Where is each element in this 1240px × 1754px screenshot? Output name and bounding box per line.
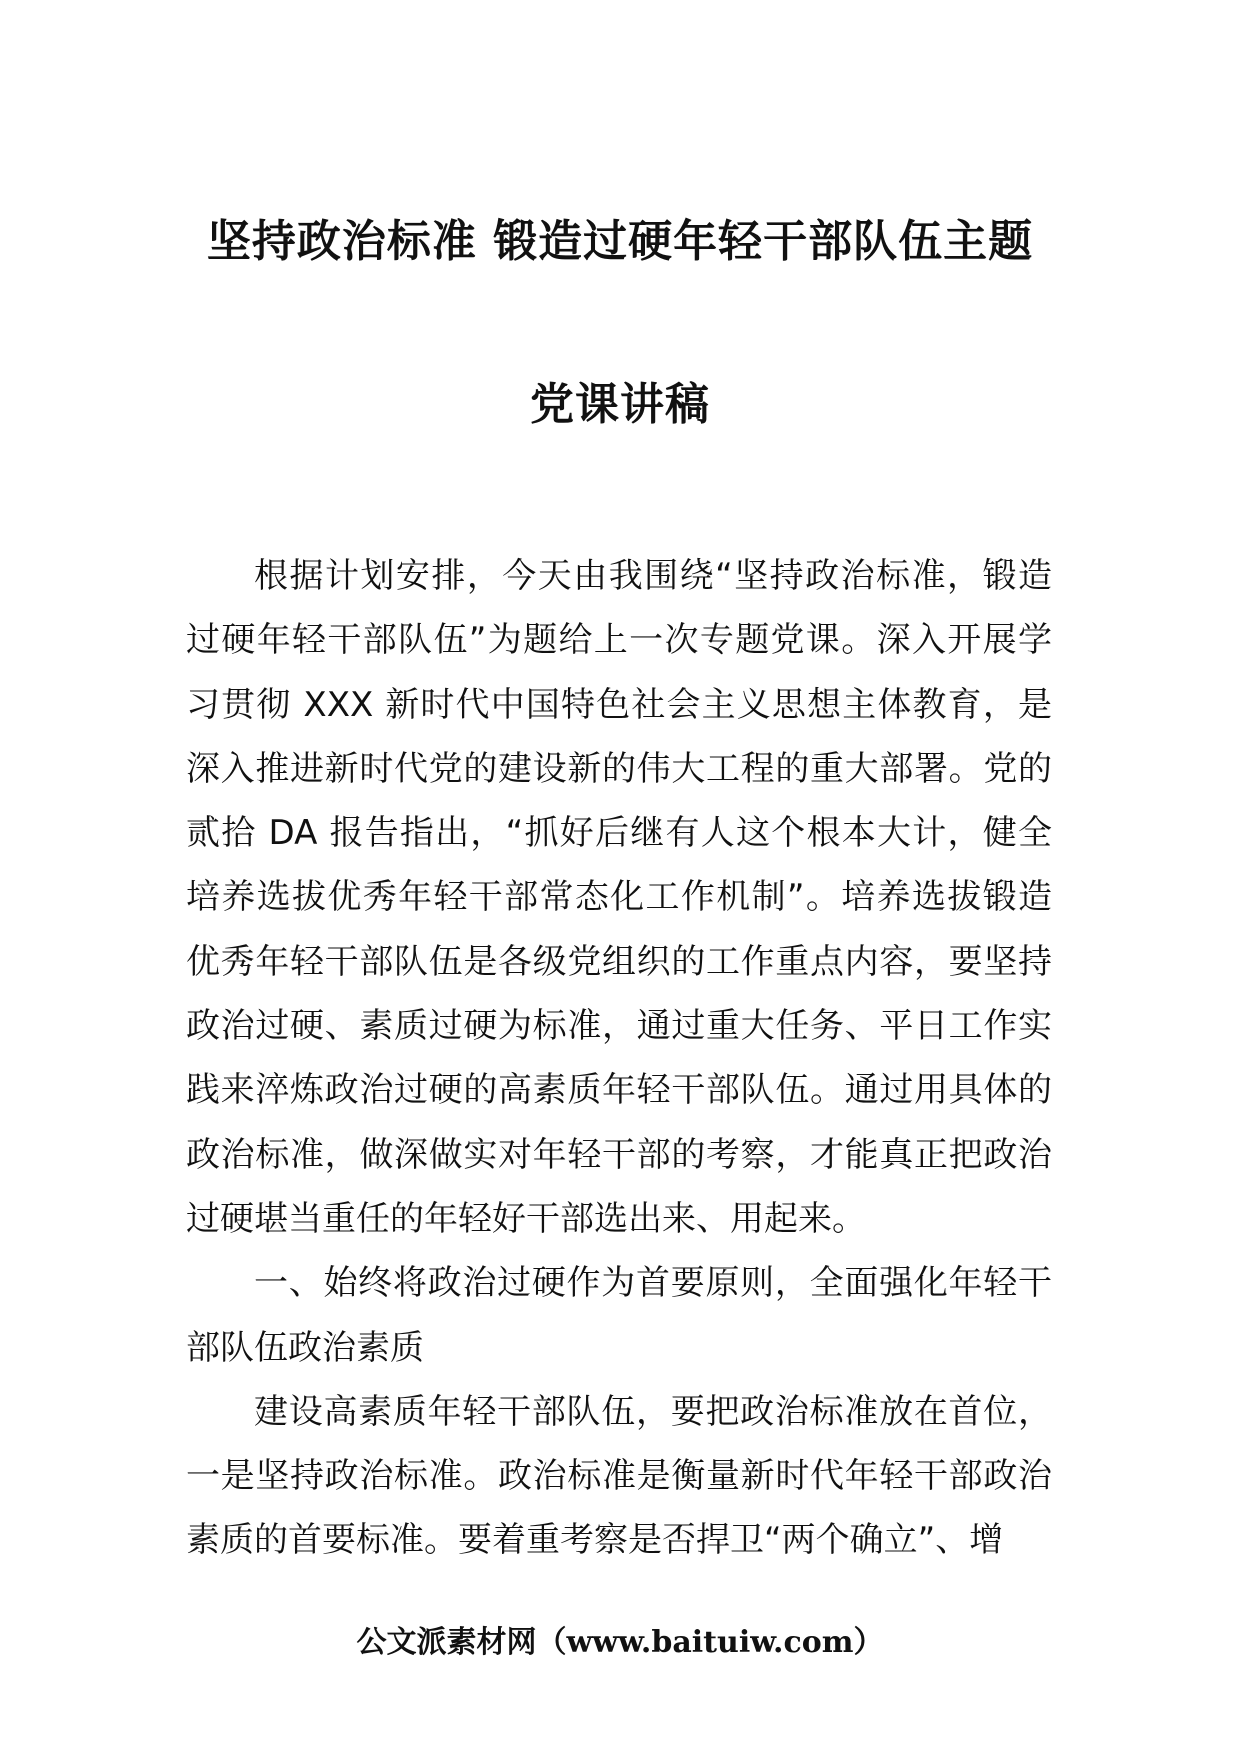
section-heading-1: 一、始终将政治过硬作为首要原则，全面强化年轻干部队伍政治素质 xyxy=(186,1263,1052,1368)
document-title-line-1: 坚持政治标准 锻造过硬年轻干部队伍主题 xyxy=(206,216,1034,267)
footer-watermark: 公文派素材网（www.baituiw.com） xyxy=(356,1625,884,1660)
body-paragraph-intro: 根据计划安排，今天由我围绕“坚持政治标准，锻造过硬年轻干部队伍”为题给上一次专题党课。深入开展学习贯彻 XXX 新时代中国特色社会主义思想主体教育，是深入推进新时代党的建设新的伟大工程的重大部署。党的贰拾 DA 报告指出，“抓好后继有人这个根本大计，健全培养选拔优秀年轻干部常态化工作机制”。培养选拔锻造优秀年轻干部队伍是各级党组织的工作重点内容，要坚持政治过硬、素质过硬为标准，通过重大任务、平日工作实践来淬炼政治过硬的高素质年轻干部队伍。通过用具体的政治标准，做深做实对年轻干部的考察，才能真正把政治过硬堪当重任的年轻好干部选出来、用起来。 xyxy=(186,556,1052,1239)
document-title-line-2: 党课讲稿 xyxy=(530,379,710,430)
body-paragraph-section-1: 建设高素质年轻干部队伍，要把政治标准放在首位，一是坚持政治标准。政治标准是衡量新时代年轻干部政治素质的首要标准。要着重考察是否捍卫“两个确立”、增 xyxy=(186,1391,1052,1561)
document-body xyxy=(186,544,1052,1573)
